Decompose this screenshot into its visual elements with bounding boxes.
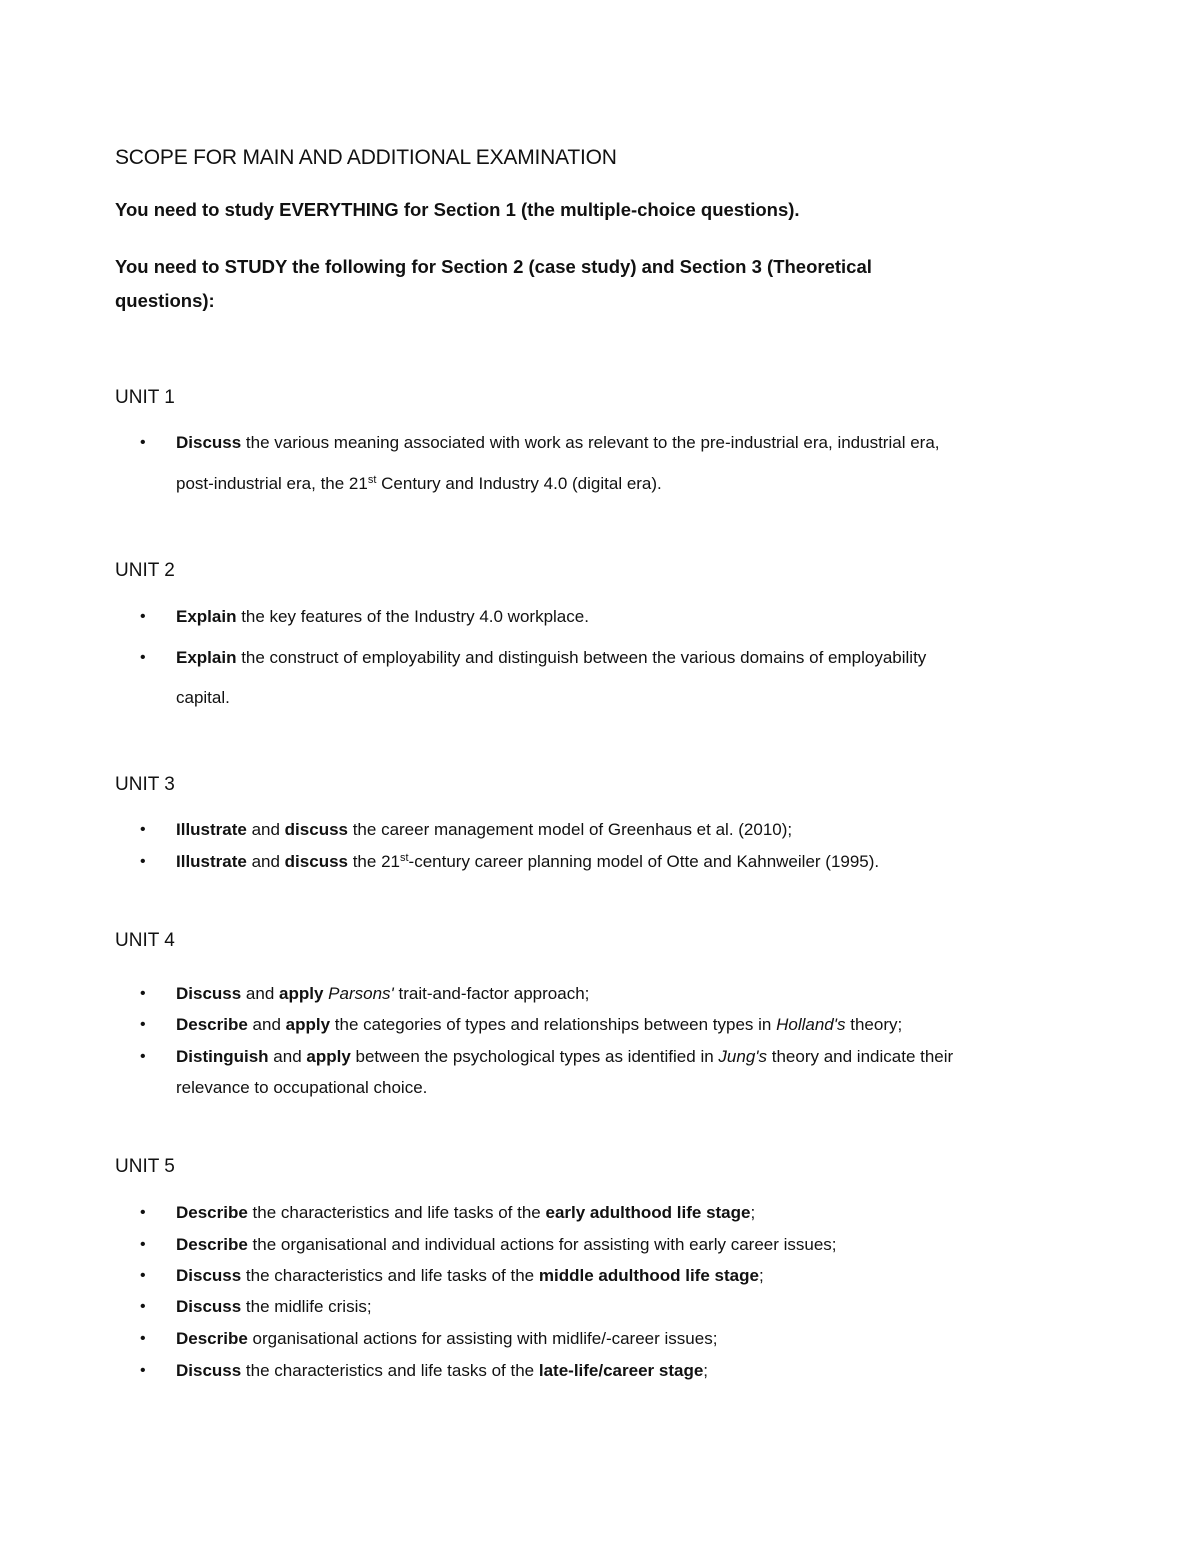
bullet-icon: • [140,1016,146,1033]
bullet-icon: • [140,1330,146,1347]
bullet-icon: • [140,853,146,870]
unit-2-item-2-continued: capital. [176,688,230,707]
unit-4-item-3: Distinguish and apply between the psychological types as identified in Jung's theory and indicate their [176,1047,954,1066]
unit-4-item-1: Discuss and apply Parsons' trait-and-factor approach; [176,984,590,1003]
bullet-icon: • [140,434,146,451]
bullet-icon: • [140,1236,146,1253]
bullet-icon: • [140,1362,146,1379]
unit-5-item-3: Discuss the characteristics and life tasks of the middle adulthood life stage; [176,1266,764,1285]
unit-1-heading: UNIT 1 [115,387,175,408]
unit-4-heading: UNIT 4 [115,930,175,951]
unit-3-heading: UNIT 3 [115,774,175,795]
unit-3-item-2: Illustrate and discuss the 21st-century career planning model of Otte and Kahnweiler (1995). [176,852,880,871]
bullet-icon: • [140,1267,146,1284]
intro-section-2-3: You need to STUDY the following for Section 2 (case study) and Section 3 (Theoretical [115,256,872,277]
unit-5-item-6: Discuss the characteristics and life tasks of the late-life/career stage; [176,1361,709,1380]
unit-5-item-2: Describe the organisational and individual actions for assisting with early career issues; [176,1235,837,1254]
bullet-icon: • [140,1048,146,1065]
bullet-icon: • [140,1204,146,1221]
unit-1-item-1: Discuss the various meaning associated with work as relevant to the pre-industrial era, industrial era, [176,433,940,452]
intro-section-2-3-continued: questions): [115,290,215,311]
unit-3-item-1: Illustrate and discuss the career management model of Greenhaus et al. (2010); [176,820,793,839]
unit-5-item-1: Describe the characteristics and life tasks of the early adulthood life stage; [176,1203,756,1222]
unit-5-item-5: Describe organisational actions for assisting with midlife/-career issues; [176,1329,718,1348]
bullet-icon: • [140,1298,146,1315]
unit-5-heading: UNIT 5 [115,1156,175,1177]
unit-5-item-4: Discuss the midlife crisis; [176,1297,372,1316]
unit-4-item-3-continued: relevance to occupational choice. [176,1078,428,1097]
page-title: SCOPE FOR MAIN AND ADDITIONAL EXAMINATION [115,146,617,169]
bullet-icon: • [140,821,146,838]
bullet-icon: • [140,608,146,625]
unit-1-item-1-continued: post-industrial era, the 21st Century and Industry 4.0 (digital era). [176,474,662,493]
unit-2-heading: UNIT 2 [115,560,175,581]
bullet-icon: • [140,985,146,1002]
unit-2-item-2: Explain the construct of employability and distinguish between the various domains of employability [176,648,927,667]
bullet-icon: • [140,649,146,666]
intro-section-1: You need to study EVERYTHING for Section 1 (the multiple-choice questions). [115,199,800,220]
unit-4-item-2: Describe and apply the categories of types and relationships between types in Holland's theory; [176,1015,903,1034]
unit-2-item-1: Explain the key features of the Industry 4.0 workplace. [176,607,589,626]
